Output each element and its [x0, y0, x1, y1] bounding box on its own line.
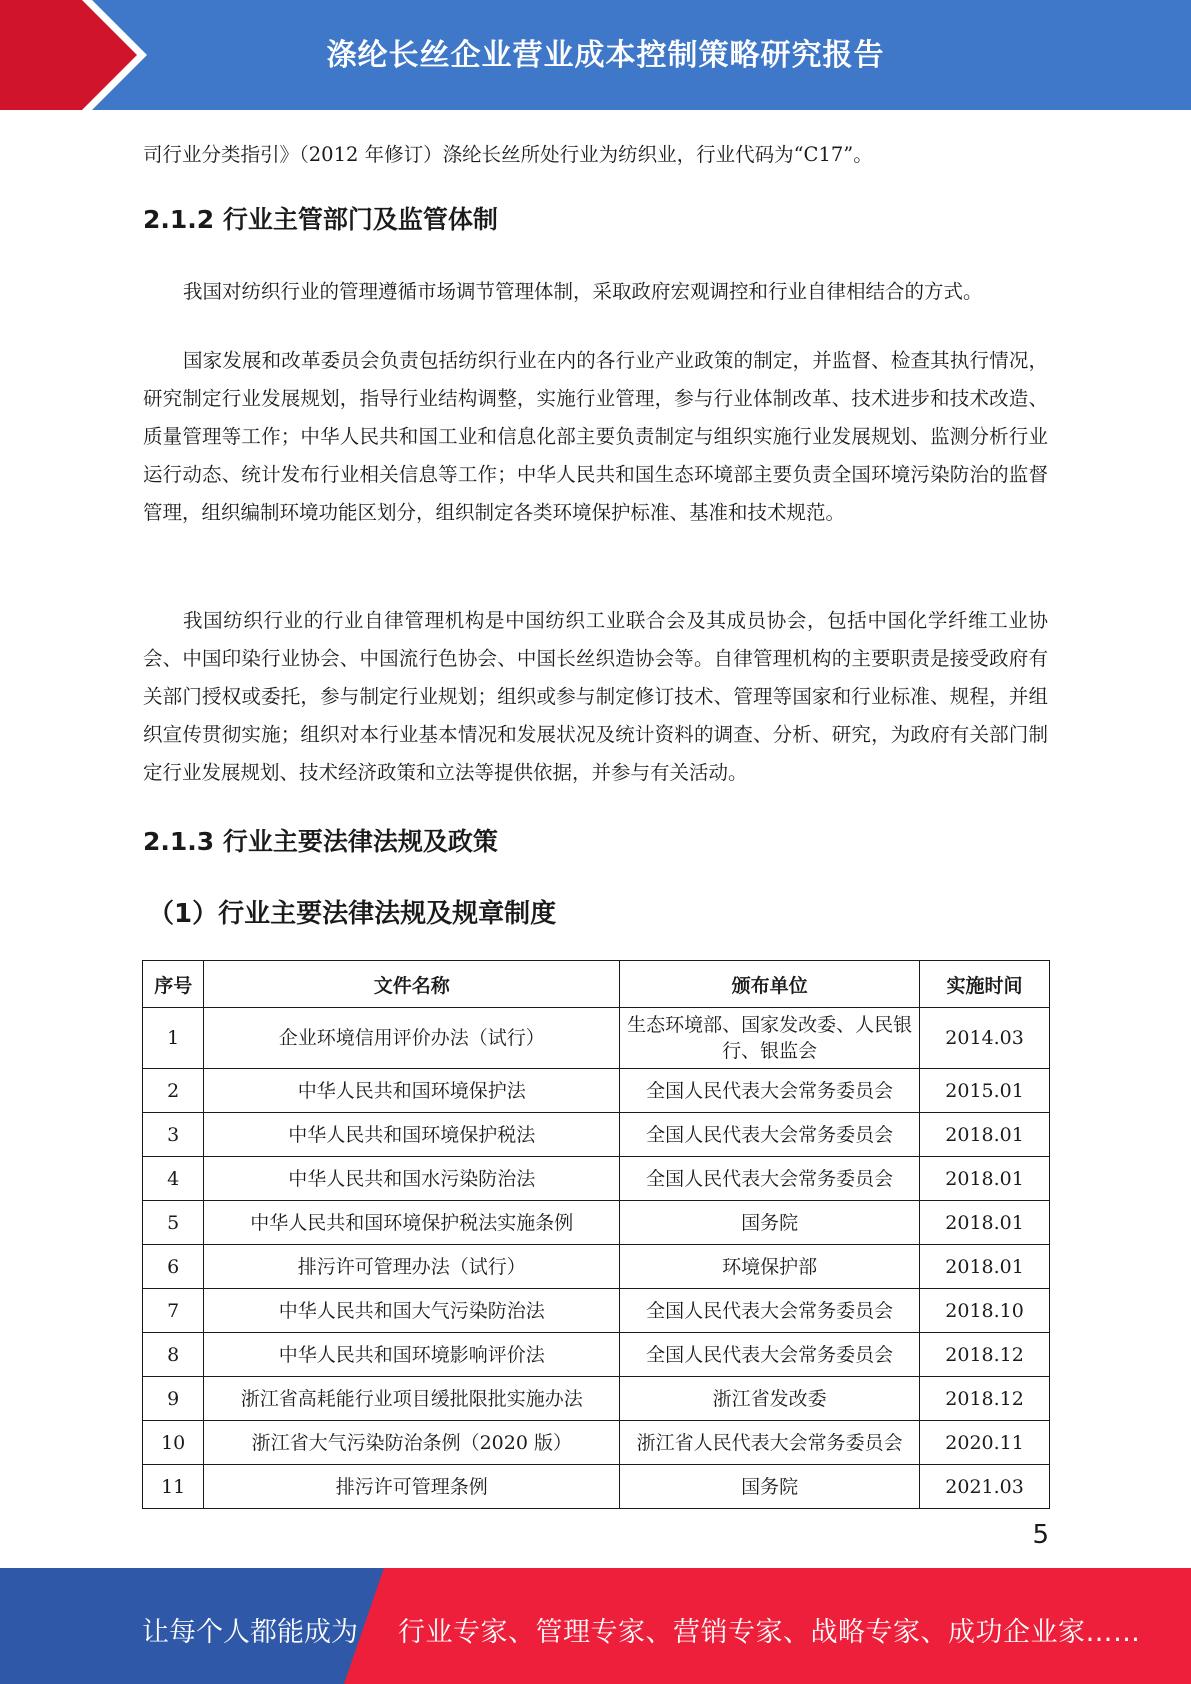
table-row [143, 1201, 1050, 1245]
report-title: 涤纶长丝企业营业成本控制策略研究报告 [326, 38, 885, 73]
cell-issuer: 浙江省人民代表大会常务委员会 [620, 1421, 920, 1465]
footer-slogan-left: 让每个人都能成为 [142, 1617, 358, 1648]
cell-issuer: 国务院 [620, 1465, 920, 1509]
cell-issuer: 全国人民代表大会常务委员会 [620, 1157, 920, 1201]
page-number: 5 [1032, 1520, 1049, 1550]
section-heading-2-1-3: 2.1.3 行业主要法律法规及政策 [143, 827, 498, 856]
cell-document-name: 浙江省大气污染防治条例（2020 版） [204, 1421, 620, 1465]
cell-document-name: 浙江省高耗能行业项目缓批限批实施办法 [204, 1377, 620, 1421]
table-row [143, 1245, 1050, 1289]
cell-effective-date: 2018.01 [920, 1245, 1050, 1289]
cell-issuer: 全国人民代表大会常务委员会 [620, 1069, 920, 1113]
column-header-issuer: 颁布单位 [620, 961, 920, 1008]
cell-document-name: 企业环境信用评价办法（试行） [204, 1008, 620, 1069]
table-row [143, 1289, 1050, 1333]
table-row [143, 1008, 1050, 1069]
cell-effective-date: 2018.01 [920, 1201, 1050, 1245]
column-header-index: 序号 [143, 961, 204, 1008]
cell-issuer: 全国人民代表大会常务委员会 [620, 1289, 920, 1333]
cell-effective-date: 2018.10 [920, 1289, 1050, 1333]
table-row [143, 1465, 1050, 1509]
paragraph-2: 国家发展和改革委员会负责包括纺织行业在内的各行业产业政策的制定，并监督、检查其执行情况，研究制定行业发展规划，指导行业结构调整，实施行业管理，参与行业体制改革、技术进步和技术改造、质量管理等工作；中华人民共和国工业和信息化部主要负责制定与组织实施行业发展规划、监测分析行业运行动态、统计发布行业相关信息等工作；中华人民共和国生态环境部主要负责全国环境污染防治的监督管理，组织编制环境功能区划分，组织制定各类环境保护标准、基准和技术规范。 [143, 349, 1048, 524]
cell-index: 4 [143, 1157, 204, 1201]
regulations-table [142, 960, 1050, 1509]
regulations-table-container [142, 960, 1050, 1515]
paragraph-3: 我国纺织行业的行业自律管理机构是中国纺织工业联合会及其成员协会，包括中国化学纤维工业协会、中国印染行业协会、中国流行色协会、中国长丝织造协会等。自律管理机构的主要职责是接受政府有关部门授权或委托，参与制定行业规划；组织或参与制定修订技术、管理等国家和行业标准、规程，并组织宣传贯彻实施；组织对本行业基本情况和发展状况及统计资料的调查、分析、研究，为政府有关部门制定行业发展规划、技术经济政策和立法等提供依据，并参与有关活动。 [143, 609, 1048, 784]
cell-document-name: 中华人民共和国水污染防治法 [204, 1157, 620, 1201]
cell-index: 6 [143, 1245, 204, 1289]
section-heading-2-1-2: 2.1.2 行业主管部门及监管体制 [143, 205, 498, 234]
cell-effective-date: 2018.12 [920, 1333, 1050, 1377]
intro-line: 司行业分类指引》（2012 年修订）涤纶长丝所处行业为纺织业，行业代码为“C17”。 [143, 143, 873, 166]
footer-slogan-right: 行业专家、管理专家、营销专家、战略专家、成功企业家…… [398, 1617, 1141, 1648]
cell-effective-date: 2014.03 [920, 1008, 1050, 1069]
subsection-heading: （1）行业主要法律法规及规章制度 [148, 899, 557, 929]
cell-effective-date: 2018.01 [920, 1157, 1050, 1201]
table-row [143, 1377, 1050, 1421]
cell-index: 5 [143, 1201, 204, 1245]
cell-issuer: 浙江省发改委 [620, 1377, 920, 1421]
table-header-row [143, 961, 1050, 1008]
cell-index: 10 [143, 1421, 204, 1465]
table-row [143, 1421, 1050, 1465]
table-row [143, 1113, 1050, 1157]
cell-document-name: 中华人民共和国环境保护法 [204, 1069, 620, 1113]
cell-issuer: 全国人民代表大会常务委员会 [620, 1333, 920, 1377]
table-row [143, 1157, 1050, 1201]
cell-index: 11 [143, 1465, 204, 1509]
cell-issuer: 生态环境部、国家发改委、人民银行、银监会 [620, 1008, 920, 1069]
cell-document-name: 排污许可管理办法（试行） [204, 1245, 620, 1289]
cell-document-name: 排污许可管理条例 [204, 1465, 620, 1509]
cell-issuer: 国务院 [620, 1201, 920, 1245]
cell-issuer: 环境保护部 [620, 1245, 920, 1289]
cell-document-name: 中华人民共和国环境影响评价法 [204, 1333, 620, 1377]
cell-index: 8 [143, 1333, 204, 1377]
paragraph-1: 我国对纺织行业的管理遵循市场调节管理体制，采取政府宏观调控和行业自律相结合的方式。 [183, 280, 983, 303]
cell-document-name: 中华人民共和国环境保护税法实施条例 [204, 1201, 620, 1245]
cell-effective-date: 2020.11 [920, 1421, 1050, 1465]
table-body [143, 1008, 1050, 1509]
cell-index: 1 [143, 1008, 204, 1069]
cell-effective-date: 2015.01 [920, 1069, 1050, 1113]
cell-index: 7 [143, 1289, 204, 1333]
cell-effective-date: 2018.01 [920, 1113, 1050, 1157]
table-row [143, 1069, 1050, 1113]
cell-effective-date: 2021.03 [920, 1465, 1050, 1509]
page-header [0, 0, 1191, 110]
table-row [143, 1333, 1050, 1377]
cell-index: 9 [143, 1377, 204, 1421]
cell-index: 3 [143, 1113, 204, 1157]
cell-index: 2 [143, 1069, 204, 1113]
cell-effective-date: 2018.12 [920, 1377, 1050, 1421]
column-header-date: 实施时间 [920, 961, 1050, 1008]
cell-document-name: 中华人民共和国环境保护税法 [204, 1113, 620, 1157]
cell-document-name: 中华人民共和国大气污染防治法 [204, 1289, 620, 1333]
page-footer [0, 1568, 1191, 1684]
cell-issuer: 全国人民代表大会常务委员会 [620, 1113, 920, 1157]
column-header-document: 文件名称 [204, 961, 620, 1008]
